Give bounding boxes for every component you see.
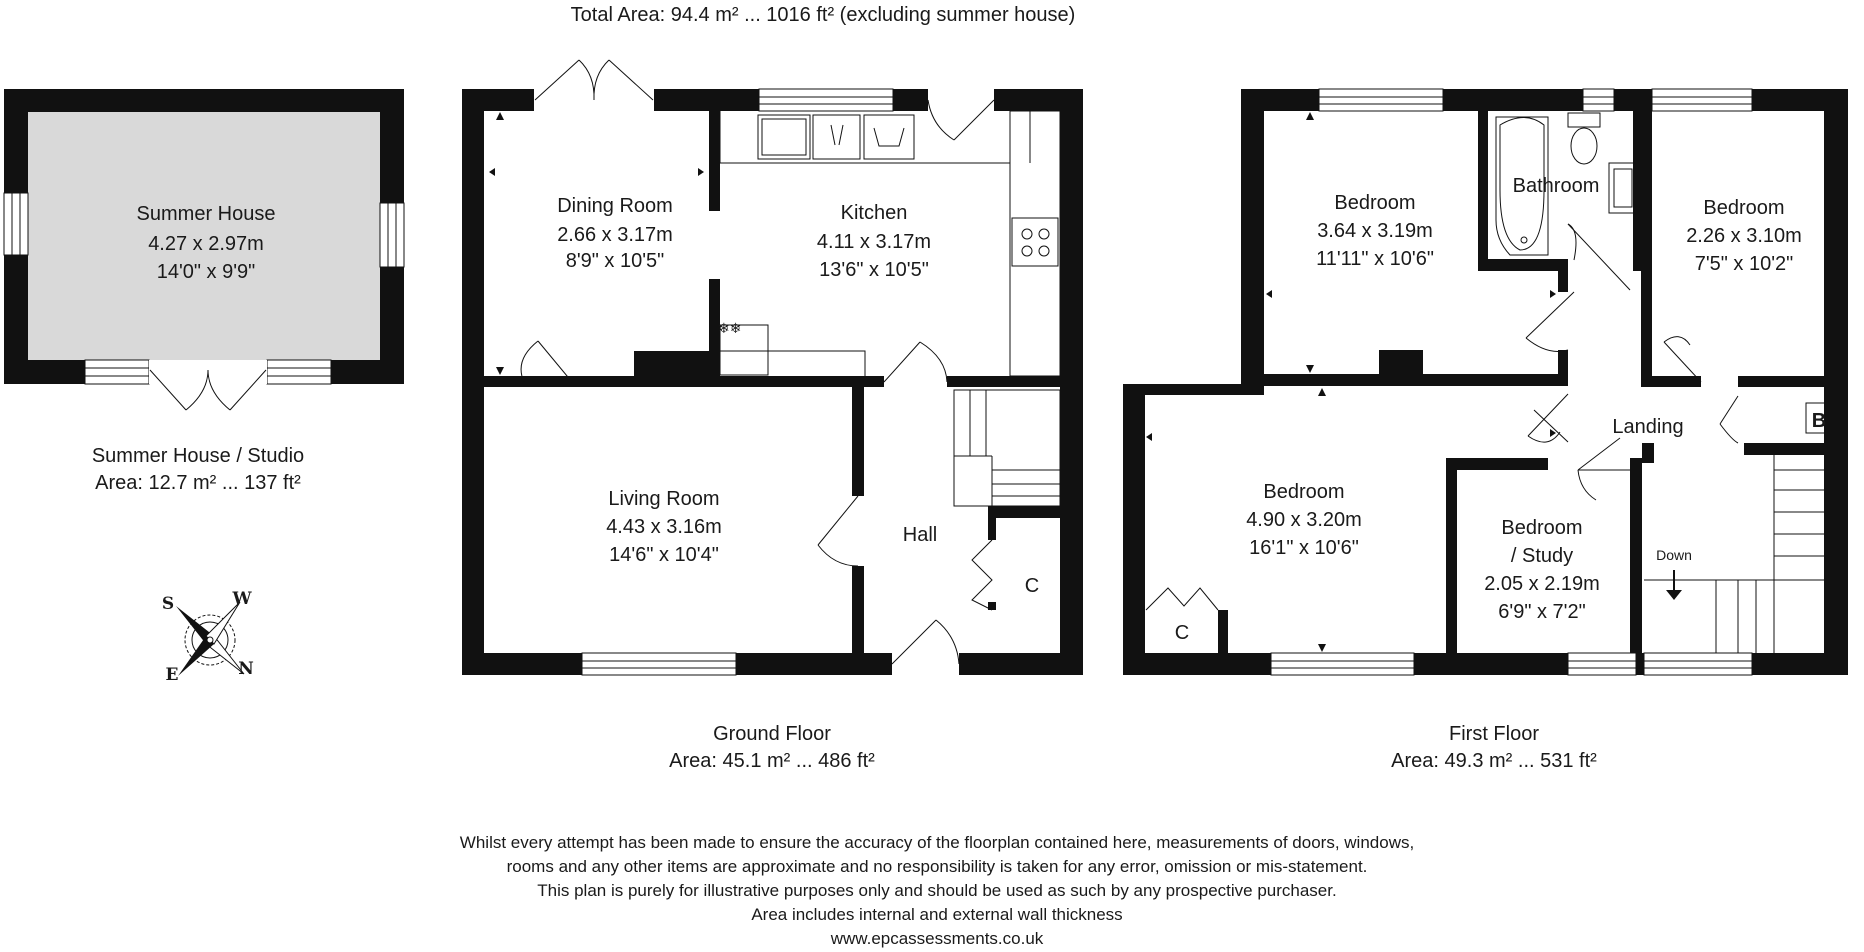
bedroom3-imperial: 16'1" x 10'6" bbox=[1249, 537, 1359, 559]
ground-floor-area: Area: 45.1 m² ... 486 ft² bbox=[669, 750, 875, 772]
ground-floor-plan bbox=[462, 89, 1083, 675]
bathroom-label: Bathroom bbox=[1512, 175, 1600, 197]
compass-icon bbox=[176, 602, 244, 676]
study-name-line1: Bedroom bbox=[1501, 517, 1583, 539]
bedroom2-metric: 2.26 x 3.10m bbox=[1686, 225, 1802, 247]
living-room-imperial: 14'6" x 10'4" bbox=[609, 544, 719, 566]
living-room-metric: 4.43 x 3.16m bbox=[606, 516, 722, 538]
summer-house-name: Summer House bbox=[136, 203, 276, 225]
study-imperial: 6'9" x 7'2" bbox=[1498, 601, 1586, 623]
hall-cupboard-label: C bbox=[1024, 575, 1040, 597]
disclaimer-line-4: Area includes internal and external wall thickness bbox=[751, 905, 1123, 924]
ground-floor-title: Ground Floor bbox=[713, 723, 831, 745]
compass-e-label: E bbox=[165, 665, 179, 685]
summer-house-imperial: 14'0" x 9'9" bbox=[156, 261, 256, 283]
hall-label: Hall bbox=[902, 524, 938, 546]
compass-s-label: S bbox=[161, 594, 175, 614]
landing-label: Landing bbox=[1612, 416, 1684, 438]
compass-n-label: N bbox=[238, 659, 254, 679]
bedroom1-metric: 3.64 x 3.19m bbox=[1317, 220, 1433, 242]
bedroom1-imperial: 11'11" x 10'6" bbox=[1316, 248, 1434, 270]
study-name-line2: / Study bbox=[1510, 545, 1574, 567]
boiler-cupboard-label: B bbox=[1811, 410, 1827, 432]
kitchen-metric: 4.11 x 3.17m bbox=[816, 231, 932, 253]
disclaimer-line-2: rooms and any other items are approximate and no responsibility is taken for any error, omission or mis-statement. bbox=[506, 857, 1368, 876]
summer-house-metric: 4.27 x 2.97m bbox=[148, 233, 264, 255]
dining-room-metric: 2.66 x 3.17m bbox=[557, 224, 673, 246]
kitchen-fridge-icon: ❄❄ bbox=[718, 320, 742, 336]
disclaimer-line-1: Whilst every attempt has been made to ensure the accuracy of the floorplan contained here, measurements of doors, windows, bbox=[459, 833, 1415, 852]
kitchen-name: Kitchen bbox=[840, 202, 908, 224]
bedroom3-name: Bedroom bbox=[1263, 481, 1345, 503]
first-floor-area: Area: 49.3 m² ... 531 ft² bbox=[1391, 750, 1597, 772]
disclaimer-line-3: This plan is purely for illustrative purposes only and should be used as such by any prospective purchaser. bbox=[537, 881, 1337, 900]
study-metric: 2.05 x 2.19m bbox=[1484, 573, 1600, 595]
compass-w-label: W bbox=[232, 589, 252, 609]
bedroom3-metric: 4.90 x 3.20m bbox=[1246, 509, 1362, 531]
bedroom3-cupboard-label: C bbox=[1174, 622, 1190, 644]
total-area: Total Area: 94.4 m² ... 1016 ft² (excluding summer house) bbox=[570, 4, 1076, 26]
dining-room-name: Dining Room bbox=[557, 195, 673, 217]
kitchen-imperial: 13'6" x 10'5" bbox=[819, 259, 929, 281]
summer-house-caption-title: Summer House / Studio bbox=[91, 445, 305, 467]
first-floor-title: First Floor bbox=[1449, 723, 1539, 745]
website-link[interactable]: www.epcassessments.co.uk bbox=[830, 929, 1044, 948]
living-room-name: Living Room bbox=[608, 488, 720, 510]
bedroom2-name: Bedroom bbox=[1703, 197, 1785, 219]
summer-house-caption-area: Area: 12.7 m² ... 137 ft² bbox=[95, 472, 301, 494]
bedroom1-name: Bedroom bbox=[1334, 192, 1416, 214]
stairs-down-label: Down bbox=[1656, 547, 1692, 563]
ground-floor-fixtures bbox=[521, 60, 1060, 675]
bedroom2-imperial: 7'5" x 10'2" bbox=[1694, 253, 1794, 275]
dining-room-imperial: 8'9" x 10'5" bbox=[565, 250, 665, 272]
